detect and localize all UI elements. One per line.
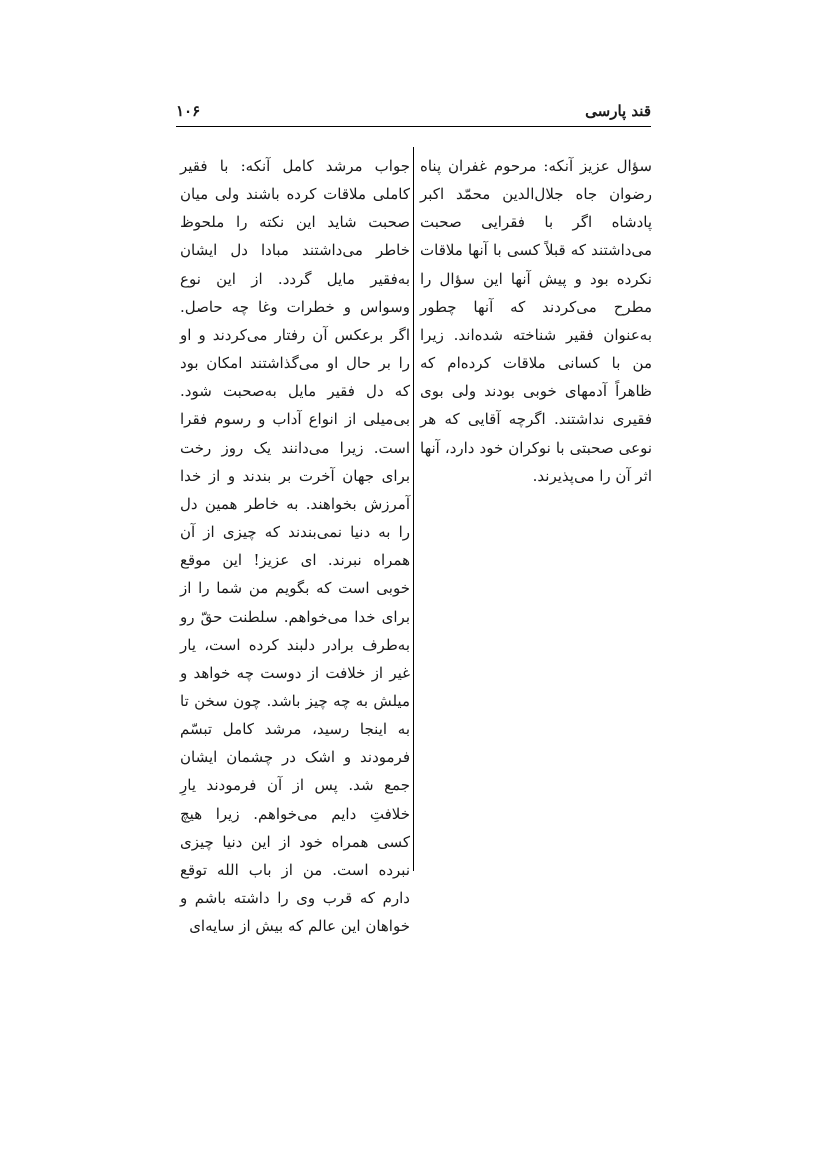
header-rule: [176, 126, 651, 127]
page-number: ۱۰۶: [176, 102, 201, 120]
right-column-text: سؤال عزیز آنکه: مرحوم غفران پناه رضوان جاه جلال‌الدین محمّد اکبر پادشاه اگر با فقرایی صحبت می‌داشتند که قبلاً کسی با آنها ملاقات نکرده بود و پیش آنها این سؤال را مطرح می‌کردند که آنها چطور به‌عنوان فقیر شناخته شده‌اند. زیرا من با کسانی ملاقات کرده‌ام که ظاهراً آدمهای خوبی بودند ولی بوی فقیری نداشتند. اگرچه آقایی که هر نوعی صحبتی با نوکران خود دارد، آنها اثر آن را می‌پذیرند.: [420, 157, 652, 485]
left-column-text: جواب مرشد کامل آنکه: با فقیر کاملی ملاقات کرده باشند ولی میان صحبت شاید این نکته را ملحوظ خاطر می‌داشتند مبادا دل ایشان به‌فقیر مایل گردد. از این نوع وسواس و خطرات وغا چه حاصل. اگر برعکس آن رفتار می‌کردند و او را بر حال او می‌گذاشتند امکان بود که دل فقیر مایل به‌صحبت شود. بی‌میلی از انواع آداب و رسوم فقرا است. زیرا می‌دانند یک روز رخت برای جهان آخرت بر بندند و از خدا آمرزش بخواهند. به خاطر همین دل را به دنیا نمی‌بندند که چیزی از آن همراه نبرند. ای عزیز! این موقع خوبی است که بگویم من شما را از برای خدا می‌خواهم. سلطنت حقّ رو به‌طرف برادر دلبند کرده است، یار غیر از خلافت از دوست چه خواهد و میلش به چه چیز باشد. چون سخن تا به اینجا رسید، مرشد کامل تبسّم فرمودند و اشک در چشمان ایشان جمع شد. پس از آن فرمودند یارِ خلافتِ دایم می‌خواهم. زیرا هیچ کسی همراه خود از این دنیا چیزی نبرده است. من از باب الله توقع دارم که قرب وی را داشته باشم و خواهان این عالم که بیش از سایه‌ای: [180, 157, 410, 936]
column-divider: [413, 147, 414, 871]
running-head: [176, 96, 651, 126]
book-title: قند پارسی: [585, 102, 651, 120]
